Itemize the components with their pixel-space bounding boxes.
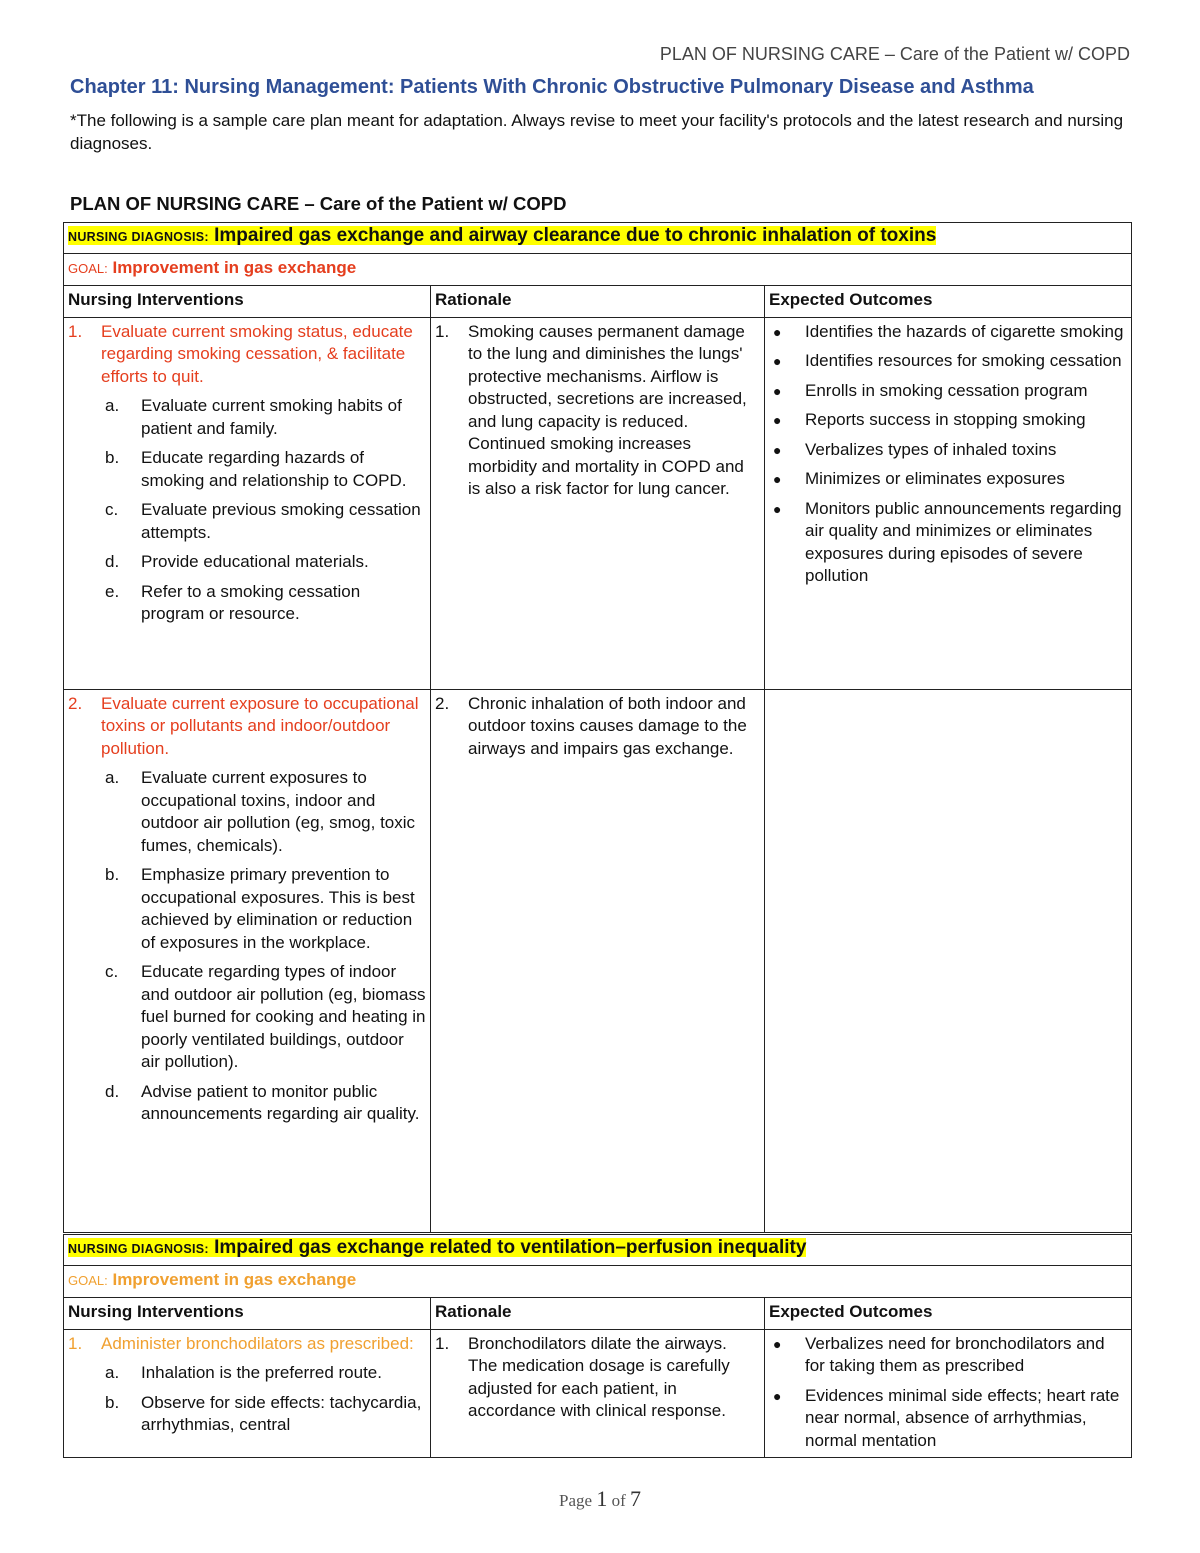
intervention-item — [68, 1333, 426, 1356]
sub-item — [68, 499, 426, 544]
diagnosis-highlight — [68, 226, 936, 245]
rationale-text: Bronchodilators dilate the airways. The medication dosage is carefully adjusted for each patient, in accordance with clinical response. — [468, 1333, 730, 1420]
item-number: 2. — [435, 693, 450, 713]
col-interventions: Nursing Interventions — [64, 1298, 431, 1330]
bullet-icon: ● — [773, 1387, 782, 1404]
bullet-icon: ● — [773, 500, 782, 517]
sub-item — [68, 551, 426, 574]
outcome-item — [769, 468, 1127, 491]
sub-text: Inhalation is the preferred route. — [141, 1363, 382, 1382]
intervention-item — [68, 693, 426, 761]
intervention-text: Administer bronchodilators as prescribed: — [101, 1333, 414, 1353]
sub-item — [68, 1392, 426, 1437]
table-row — [64, 1329, 1132, 1458]
intervention-cell — [64, 1329, 431, 1458]
sub-letter: e. — [105, 581, 120, 601]
outcomes-cell — [765, 689, 1132, 1232]
table-row — [64, 317, 1132, 689]
sub-item — [68, 447, 426, 492]
item-number: 2. — [68, 693, 83, 713]
sub-item — [68, 961, 426, 1074]
intervention-text: Evaluate current exposure to occupational toxins or pollutants and indoor/outdoor pollution. — [101, 693, 419, 758]
table-row — [64, 689, 1132, 1232]
diagnosis-row — [64, 223, 1132, 254]
item-number: 1. — [435, 1333, 450, 1353]
sub-item — [68, 864, 426, 954]
sub-letter: d. — [105, 552, 120, 571]
rationale-cell — [431, 317, 765, 689]
bullet-icon: ● — [773, 412, 782, 428]
rationale-cell — [431, 1329, 765, 1458]
goal-row — [64, 1265, 1132, 1298]
page-total: 7 — [629, 1486, 641, 1511]
sub-text: Refer to a smoking cessation program or resource. — [141, 581, 361, 623]
item-number: 1. — [68, 321, 83, 341]
outcome-text: Enrolls in smoking cessation program — [805, 380, 1088, 400]
sub-letter: b. — [105, 865, 120, 884]
diagnosis-highlight — [68, 1238, 806, 1257]
rationale-text: Smoking causes permanent damage to the lung and diminishes the lungs' protective mechanisms. Airflow is obstructed, secretions are increased, and lung capacity is reduced. Continued smoking increases morbidity and mortality in COPD and is also a risk factor for lung cancer. — [468, 321, 747, 498]
goal-text: Improvement in gas exchange — [107, 257, 357, 277]
sub-text: Advise patient to monitor public announcements regarding air quality. — [141, 1081, 420, 1123]
intervention-cell — [64, 689, 431, 1232]
running-header: PLAN OF NURSING CARE – Care of the Patient w/ COPD — [659, 44, 1130, 64]
bullet-icon: ● — [773, 1335, 782, 1352]
bullet-icon: ● — [773, 471, 782, 487]
sub-item — [68, 767, 426, 857]
sub-text: Evaluate current smoking habits of patient and family. — [141, 396, 402, 438]
outcome-text: Verbalizes need for bronchodilators and for taking them as prescribed — [805, 1333, 1105, 1375]
intervention-item — [68, 321, 426, 389]
intervention-cell — [64, 317, 431, 689]
column-header-row — [64, 1298, 1132, 1330]
outcome-item — [769, 321, 1127, 344]
diagnosis-label: NURSING DIAGNOSIS: — [68, 1242, 209, 1256]
plan-title: PLAN OF NURSING CARE – Care of the Patient w/ COPD — [70, 193, 567, 214]
sub-letter: c. — [105, 500, 119, 519]
sub-item — [68, 1081, 426, 1126]
sub-text: Evaluate current exposures to occupational toxins, indoor and outdoor air pollution (eg, smog, toxic fumes, chemicals). — [141, 768, 416, 855]
care-plan-table-1 — [63, 222, 1132, 1233]
outcome-text: Verbalizes types of inhaled toxins — [805, 439, 1057, 459]
bullet-icon: ● — [773, 323, 782, 340]
sub-letter: a. — [105, 768, 120, 787]
outcome-item — [769, 498, 1127, 588]
col-outcomes: Expected Outcomes — [765, 286, 1132, 318]
sub-item — [68, 395, 426, 440]
sub-letter: d. — [105, 1081, 120, 1101]
diagnosis-row — [64, 1235, 1132, 1266]
outcome-text: Reports success in stopping smoking — [805, 410, 1086, 429]
outcomes-cell — [765, 317, 1132, 689]
diagnosis-label: NURSING DIAGNOSIS: — [68, 230, 209, 244]
outcome-item — [769, 439, 1127, 462]
rationale-cell — [431, 689, 765, 1232]
outcome-text: Identifies the hazards of cigarette smoking — [805, 321, 1124, 341]
sub-letter: a. — [105, 1363, 120, 1382]
diagnosis-text: Impaired gas exchange related to ventilation–perfusion inequality — [208, 1237, 807, 1258]
of-word: of — [607, 1491, 630, 1510]
outcome-text: Minimizes or eliminates exposures — [805, 469, 1065, 488]
page-footer — [0, 1486, 1200, 1512]
bullet-icon: ● — [773, 441, 782, 458]
outcome-item — [769, 1333, 1127, 1378]
column-header-row — [64, 286, 1132, 318]
rationale-item — [435, 321, 760, 501]
col-rationale: Rationale — [431, 1298, 765, 1330]
outcome-item — [769, 1385, 1127, 1453]
sub-letter: b. — [105, 448, 120, 467]
sub-text: Emphasize primary prevention to occupational exposures. This is best achieved by elimination or reduction of exposures in the workplace. — [141, 865, 415, 952]
sub-item — [68, 1362, 426, 1385]
goal-label: GOAL: — [68, 260, 108, 276]
bullet-icon: ● — [773, 353, 782, 369]
col-outcomes: Expected Outcomes — [765, 1298, 1132, 1330]
item-number: 1. — [435, 321, 450, 341]
outcome-item — [769, 380, 1127, 403]
item-number: 1. — [68, 1333, 83, 1353]
outcome-text: Identifies resources for smoking cessation — [805, 351, 1122, 370]
rationale-item — [435, 693, 760, 761]
outcome-item — [769, 350, 1127, 373]
sub-text: Educate regarding types of indoor and outdoor air pollution (eg, biomass fuel burned for cooking and heating in poorly ventilated buildings, outdoor air pollution). — [141, 962, 426, 1071]
sub-item — [68, 581, 426, 626]
sub-text: Observe for side effects: tachycardia, arrhythmias, central — [141, 1392, 422, 1434]
diagnosis-text: Impaired gas exchange and airway clearance due to chronic inhalation of toxins — [208, 225, 937, 246]
rationale-text: Chronic inhalation of both indoor and outdoor toxins causes damage to the airways and impairs gas exchange. — [468, 693, 747, 758]
goal-text: Improvement in gas exchange — [107, 1269, 357, 1289]
sub-letter: a. — [105, 396, 120, 415]
chapter-title: Chapter 11: Nursing Management: Patients With Chronic Obstructive Pulmonary Disease and Asthma — [70, 76, 1034, 98]
outcome-text: Monitors public announcements regarding air quality and minimizes or eliminates exposures during episodes of severe pollution — [805, 498, 1122, 585]
goal-row — [64, 253, 1132, 286]
care-plan-table-2 — [63, 1234, 1132, 1458]
sub-text: Provide educational materials. — [141, 552, 369, 571]
intro-note: *The following is a sample care plan meant for adaptation. Always revise to meet your facility's protocols and the latest research and nursing diagnoses. — [70, 111, 1124, 153]
bullet-icon: ● — [773, 382, 782, 399]
outcome-text: Evidences minimal side effects; heart rate near normal, absence of arrhythmias, normal mentation — [805, 1385, 1120, 1450]
sub-text: Educate regarding hazards of smoking and relationship to COPD. — [141, 448, 407, 490]
outcome-item — [769, 409, 1127, 432]
goal-label: GOAL: — [68, 1272, 108, 1288]
col-interventions: Nursing Interventions — [64, 286, 431, 318]
col-rationale: Rationale — [431, 286, 765, 318]
rationale-item — [435, 1333, 760, 1423]
page-word: Page — [559, 1491, 597, 1510]
intervention-text: Evaluate current smoking status, educate regarding smoking cessation, & facilitate efforts to quit. — [101, 321, 413, 386]
outcomes-cell — [765, 1329, 1132, 1458]
sub-letter: c. — [105, 962, 119, 981]
page-number: 1 — [596, 1486, 608, 1511]
sub-letter: b. — [105, 1392, 120, 1412]
sub-text: Evaluate previous smoking cessation attempts. — [141, 500, 421, 542]
